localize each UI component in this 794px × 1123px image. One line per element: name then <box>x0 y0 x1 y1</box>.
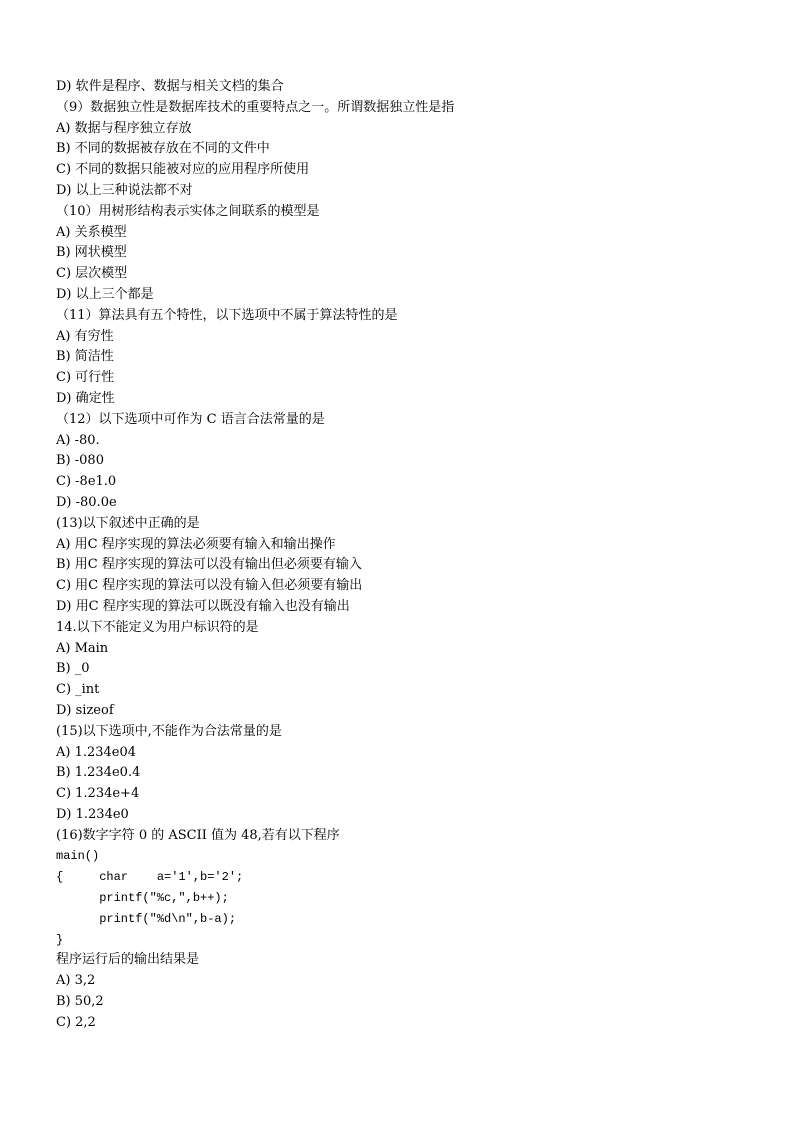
text-line: C) _int <box>56 682 100 698</box>
text-line: A) Main <box>56 640 109 656</box>
text-line: D) sizeof <box>56 702 114 718</box>
text-line: A) 有穷性 <box>56 328 114 344</box>
text-line: A) 数据与程序独立存放 <box>56 120 192 136</box>
text-line: C) -8e1.0 <box>56 474 117 490</box>
text-line: A) 3,2 <box>56 973 96 989</box>
text-line: D) 用C 程序实现的算法可以既没有输入也没有输出 <box>56 598 350 614</box>
text-line: D) 以上三种说法都不对 <box>56 182 193 198</box>
text-line: B) 50,2 <box>56 994 104 1010</box>
text-line: (16)数字字符 0 的 ASCII 值为 48,若有以下程序 <box>56 827 340 843</box>
document-body <box>56 77 756 1034</box>
text-line: C) 用C 程序实现的算法可以没有输入但必须要有输出 <box>56 578 363 594</box>
text-line: main() <box>56 849 100 864</box>
text-line: B) 用C 程序实现的算法可以没有输出但必须要有输入 <box>56 557 362 573</box>
text-line: A) 关系模型 <box>56 224 127 240</box>
text-line: printf("%c,",b++); <box>56 891 229 906</box>
text-line: （10）用树形结构表示实体之间联系的模型是 <box>56 203 320 219</box>
text-line: D) 以上三个都是 <box>56 286 154 302</box>
text-line: B) 简洁性 <box>56 349 114 365</box>
text-line: D) 软件是程序、数据与相关文档的集合 <box>56 79 284 94</box>
text-line: （11）算法具有五个特性，以下选项中不属于算法特性的是 <box>56 307 398 323</box>
text-line: 14.以下不能定义为用户标识符的是 <box>56 619 259 635</box>
text-line: D) 1.234e0 <box>56 806 129 822</box>
text-line: printf("%d\n",b-a); <box>56 911 237 926</box>
text-line: A) 用C 程序实现的算法必须要有输入和输出操作 <box>56 536 336 552</box>
text-line: A) 1.234e04 <box>56 744 137 760</box>
text-line: D) -80.0e <box>56 494 117 510</box>
text-line: （12）以下选项中可作为 C 语言合法常量的是 <box>56 411 325 427</box>
text-line: C) 不同的数据只能被对应的应用程序所使用 <box>56 162 310 178</box>
text-line: A) -80. <box>56 432 100 448</box>
text-line: C) 2,2 <box>56 1014 96 1030</box>
text-line: } <box>56 932 64 947</box>
text-line: B) 1.234e0.4 <box>56 765 141 781</box>
text-line: B) 网状模型 <box>56 245 127 261</box>
text-line: （9）数据独立性是数据库技术的重要特点之一。所谓数据独立性是指 <box>56 99 455 115</box>
text-line: C) 可行性 <box>56 370 115 386</box>
text-line: D) 确定性 <box>56 390 115 406</box>
text-line: B) 不同的数据被存放在不同的文件中 <box>56 141 270 157</box>
text-line: 程序运行后的输出结果是 <box>56 952 200 968</box>
text-line: B) _0 <box>56 661 90 677</box>
text-line: (13)以下叙述中正确的是 <box>56 515 200 531</box>
text-line: { char a='1',b='2'; <box>56 870 244 885</box>
text-line: B) -080 <box>56 453 104 469</box>
text-line: C) 层次模型 <box>56 266 128 282</box>
text-line: (15)以下选项中,不能作为合法常量的是 <box>56 723 282 739</box>
text-line: C) 1.234e+4 <box>56 786 140 802</box>
